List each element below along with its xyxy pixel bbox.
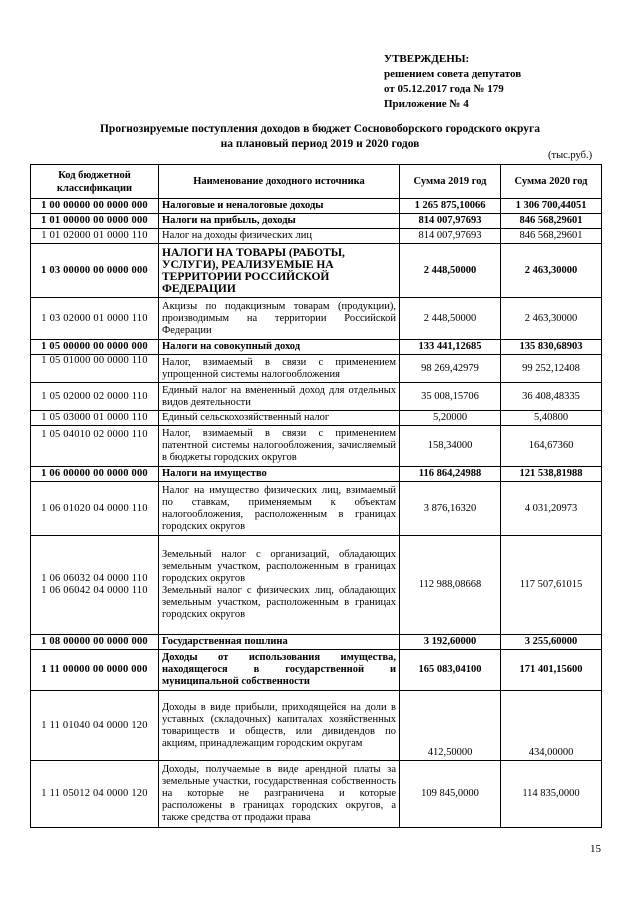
income-table: [30, 164, 602, 828]
row-value-2019: 814 007,97693: [400, 229, 501, 244]
row-value-2019: 814 007,97693: [400, 214, 501, 229]
row-code: 1 11 00000 00 0000 000: [31, 650, 159, 691]
approval-heading: УТВЕРЖДЕНЫ:: [384, 53, 470, 65]
header-code: Код бюджетной классификации: [31, 165, 159, 199]
title-line-1: Прогнозируемые поступления доходов в бюджет Сосновоборского городского округа: [99, 123, 541, 135]
row-value-2020: 121 538,81988: [501, 467, 602, 482]
approval-date: от 05.12.2017 года № 179: [384, 83, 504, 95]
row-code: 1 05 00000 00 0000 000: [31, 340, 159, 355]
table-row: [31, 635, 602, 650]
row-name: Единый налог на вмененный доход для отдельных видов деятельности: [159, 383, 400, 411]
row-name: Доходы, получаемые в виде арендной платы за земельные участки, государственная собственность на которые не разграничена и которые расположены в границах городских округов, а также средства от продажи права: [159, 761, 400, 828]
table-row: [31, 482, 602, 536]
row-value-2019: 3 876,16320: [400, 482, 501, 536]
table-row: [31, 355, 602, 383]
row-value-2020: 846 568,29601: [501, 229, 602, 244]
row-value-2019: 116 864,24988: [400, 467, 501, 482]
table-row: [31, 298, 602, 340]
row-value-2020: 171 401,15600: [501, 650, 602, 691]
row-value-2019: 133 441,12685: [400, 340, 501, 355]
row-name: Акцизы по подакцизным товарам (продукции), производимым на территории Российской Федерации: [159, 298, 400, 340]
row-value-2020: 2 463,30000: [501, 244, 602, 298]
row-name: Доходы в виде прибыли, приходящейся на доли в уставных (складочных) капиталах хозяйственных товариществ и обществ, или дивидендов по акциям, принадлежащим городским округам: [159, 691, 400, 761]
row-value-2020: 4 031,20973: [501, 482, 602, 536]
row-code: [31, 536, 159, 635]
table-row: [31, 691, 602, 761]
row-value-2019: 158,34000: [400, 426, 501, 467]
row-value-2020: 1 306 700,44051: [501, 199, 602, 214]
row-code-line-1: 1 06 06032 04 0000 110: [41, 573, 148, 584]
units-label: (тыс.руб.): [548, 150, 593, 161]
row-code: 1 01 00000 00 0000 000: [31, 214, 159, 229]
table-row: [31, 340, 602, 355]
row-code: 1 00 00000 00 0000 000: [31, 199, 159, 214]
row-code: 1 11 05012 04 0000 120: [31, 761, 159, 828]
row-code: 1 05 01000 00 0000 110: [31, 355, 159, 383]
table-row: [31, 411, 602, 426]
row-name: Налоги на имущество: [159, 467, 400, 482]
table-row: [31, 199, 602, 214]
row-value-2020: 3 255,60000: [501, 635, 602, 650]
table-row: [31, 426, 602, 467]
row-value-2020: 36 408,48335: [501, 383, 602, 411]
table-row: [31, 536, 602, 635]
row-value-2019: 5,20000: [400, 411, 501, 426]
table-row: [31, 650, 602, 691]
table-row: [31, 383, 602, 411]
header-name: Наименование доходного источника: [159, 165, 400, 199]
approval-decision: решением совета депутатов: [384, 68, 522, 80]
title-line-2: на плановый период 2019 и 2020 годов: [220, 138, 420, 150]
header-sum-2019: Сумма 2019 год: [400, 165, 501, 199]
table-row: [31, 761, 602, 828]
row-value-2020: 2 463,30000: [501, 298, 602, 340]
row-code: 1 03 02000 01 0000 110: [31, 298, 159, 340]
row-name-part-1: Земельный налог с организаций, обладающих земельным участком, расположенным в границах городских округов: [162, 549, 396, 584]
row-name: Доходы от использования имущества, находящегося в государственной и муниципальной собственности: [159, 650, 400, 691]
row-code: 1 01 02000 01 0000 110: [31, 229, 159, 244]
row-name: Единый сельскохозяйственный налог: [159, 411, 400, 426]
document-title: [60, 122, 580, 152]
table-row: [31, 244, 602, 298]
table-row: [31, 229, 602, 244]
row-value-2019: 2 448,50000: [400, 244, 501, 298]
header-sum-2020: Сумма 2020 год: [501, 165, 602, 199]
row-value-2019: 109 845,0000: [400, 761, 501, 828]
row-code: 1 05 03000 01 0000 110: [31, 411, 159, 426]
row-name: Государственная пошлина: [159, 635, 400, 650]
row-value-2019: 98 269,42979: [400, 355, 501, 383]
row-name: Налог на доходы физических лиц: [159, 229, 400, 244]
row-value-2020: 114 835,0000: [501, 761, 602, 828]
row-value-2020: 164,67360: [501, 426, 602, 467]
row-value-2020: 99 252,12408: [501, 355, 602, 383]
row-code: 1 06 00000 00 0000 000: [31, 467, 159, 482]
row-value-2019: 35 008,15706: [400, 383, 501, 411]
row-code: 1 11 01040 04 0000 120: [31, 691, 159, 761]
row-code: 1 08 00000 00 0000 000: [31, 635, 159, 650]
row-name: Налоги на прибыль, доходы: [159, 214, 400, 229]
row-name: Налоговые и неналоговые доходы: [159, 199, 400, 214]
row-value-2020: 846 568,29601: [501, 214, 602, 229]
row-value-2019: 165 083,04100: [400, 650, 501, 691]
row-name-part-2: Земельный налог с физических лиц, обладающих земельным участком, расположенным в границах городских округов: [162, 585, 396, 620]
row-value-2020: 5,40800: [501, 411, 602, 426]
appendix-number: Приложение № 4: [384, 98, 469, 110]
row-value-2019: 112 988,08668: [400, 536, 501, 635]
row-value-2019: 2 448,50000: [400, 298, 501, 340]
row-code: 1 06 01020 04 0000 110: [31, 482, 159, 536]
row-name: [159, 536, 400, 635]
row-name: Налоги на совокупный доход: [159, 340, 400, 355]
row-name: Налог, взимаемый в связи с применением упрощенной системы налогообложения: [159, 355, 400, 383]
row-code: 1 05 04010 02 0000 110: [31, 426, 159, 467]
row-value-2019: 3 192,60000: [400, 635, 501, 650]
approval-block: [384, 52, 521, 112]
table-header-row: [31, 165, 602, 199]
row-code: 1 05 02000 02 0000 110: [31, 383, 159, 411]
row-value-2020: 117 507,61015: [501, 536, 602, 635]
row-name: НАЛОГИ НА ТОВАРЫ (РАБОТЫ, УСЛУГИ), РЕАЛИЗУЕМЫЕ НА ТЕРРИТОРИИ РОССИЙСКОЙ ФЕДЕРАЦИИ: [159, 244, 400, 298]
table-row: [31, 214, 602, 229]
row-name: Налог на имущество физических лиц, взимаемый по ставкам, применяемым к объектам налогообложения, расположенным в границах городских округов: [159, 482, 400, 536]
page-number: 15: [590, 843, 601, 855]
row-value-2020: 135 830,68903: [501, 340, 602, 355]
table-row: [31, 467, 602, 482]
row-value-2019: 412,50000: [400, 691, 501, 761]
row-value-2019: 1 265 875,10066: [400, 199, 501, 214]
row-value-2020: 434,00000: [501, 691, 602, 761]
row-code: 1 03 00000 00 0000 000: [31, 244, 159, 298]
row-code-line-2: 1 06 06042 04 0000 110: [41, 585, 148, 596]
row-name: Налог, взимаемый в связи с применением патентной системы налогообложения, зачисляемый в бюджеты городских округов: [159, 426, 400, 467]
